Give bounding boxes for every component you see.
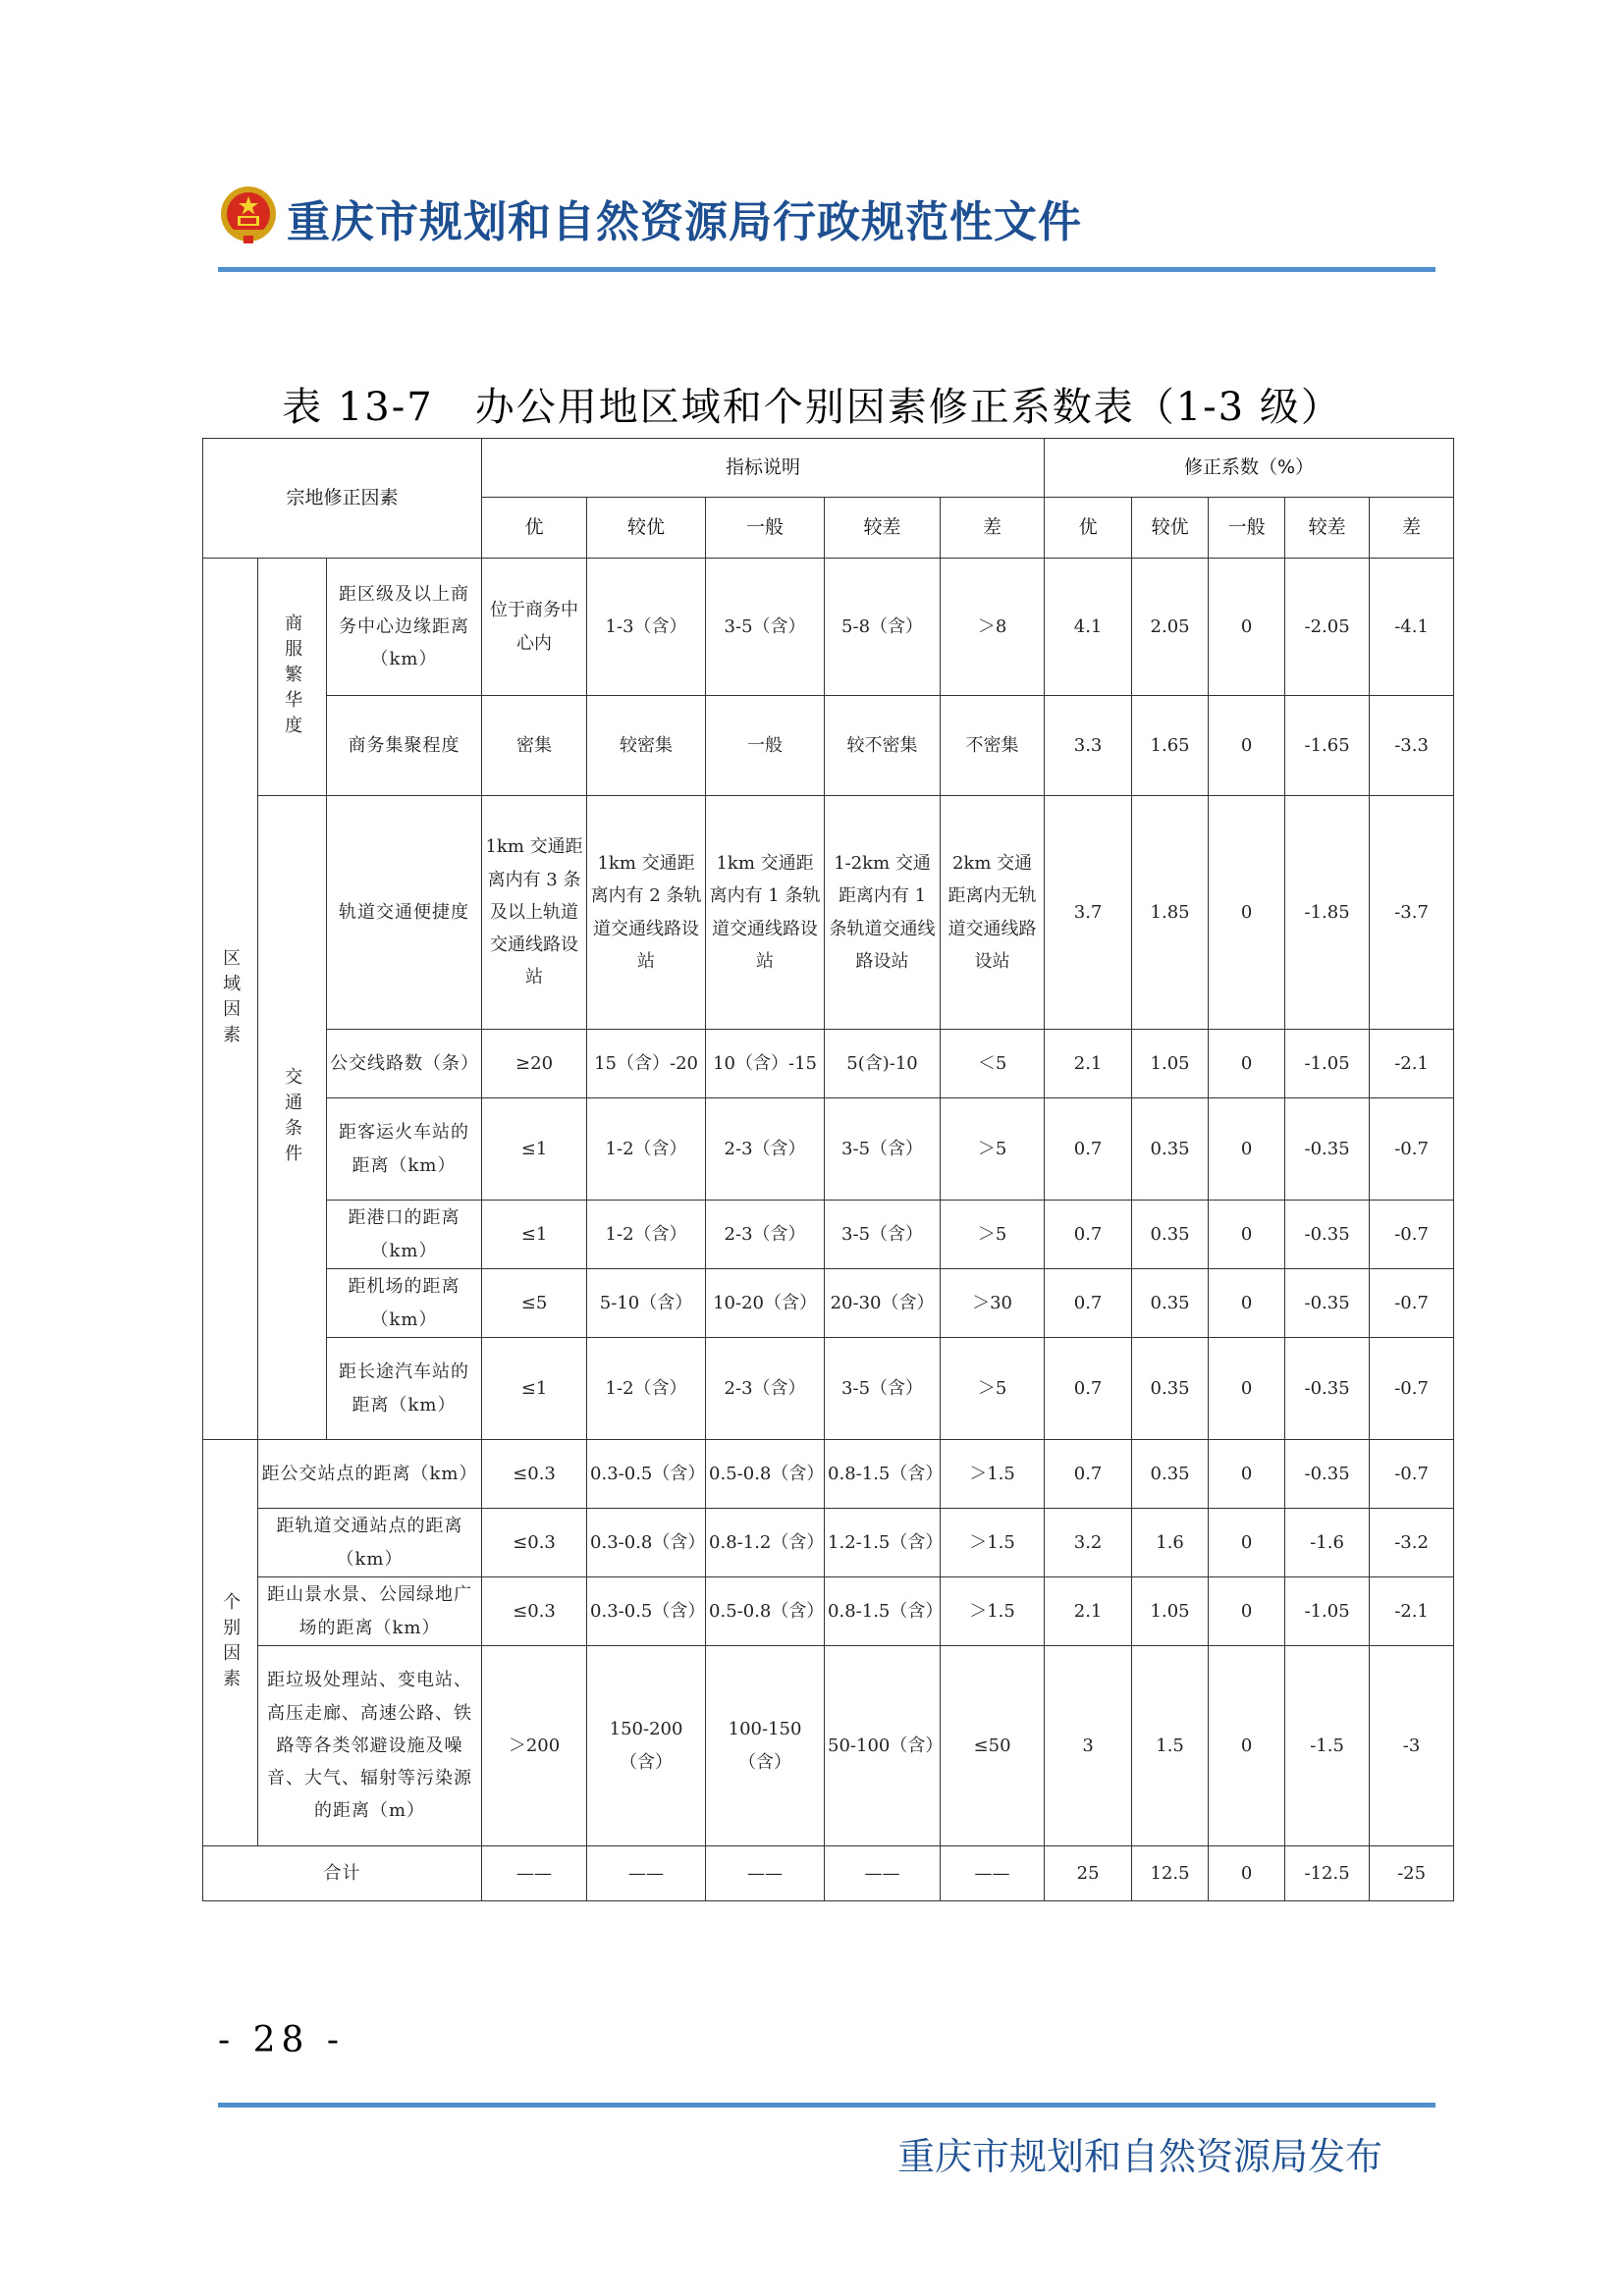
total-row [203,1846,1454,1901]
coefficient-cell: -25 [1370,1846,1454,1901]
indicator-cell: 0.8-1.2（含） [706,1509,825,1577]
correction-coefficient-table [202,438,1454,1901]
document-header [218,183,1435,251]
indicator-cell: 1km 交通距离内有 3 条及以上轨道交通线路设站 [482,796,587,1030]
indicator-cell: 3-5（含） [825,1338,941,1440]
indicator-cell: 2-3（含） [706,1201,825,1269]
factor-label: 距机场的距离（km） [327,1269,482,1338]
indicator-cell: 10（含）-15 [706,1030,825,1098]
header-coefficient: 修正系数（%） [1045,439,1454,498]
coefficient-cell: 12.5 [1132,1846,1209,1901]
coefficient-cell: -12.5 [1285,1846,1370,1901]
coefficient-cell: 1.05 [1132,1030,1209,1098]
coefficient-cell: 1.6 [1132,1509,1209,1577]
indicator-cell: —— [482,1846,587,1901]
page-number: - 28 - [218,2020,346,2060]
indicator-cell: 0.3-0.5（含） [587,1577,706,1646]
header-divider [218,267,1435,272]
coefficient-cell: 0 [1209,1030,1285,1098]
indicator-cell: ≤1 [482,1338,587,1440]
coefficient-cell: 0 [1209,796,1285,1030]
indicator-cell: 5-10（含） [587,1269,706,1338]
table-row [203,1030,1454,1098]
coefficient-cell: -0.35 [1285,1338,1370,1440]
indicator-cell: —— [587,1846,706,1901]
table-row [203,1509,1454,1577]
coefficient-cell: 0 [1209,1338,1285,1440]
coefficient-cell: 0.35 [1132,1201,1209,1269]
coefficient-cell: 0 [1209,559,1285,696]
table-row [203,1440,1454,1509]
coefficient-cell: 0 [1209,1440,1285,1509]
coefficient-cell: 1.05 [1132,1577,1209,1646]
grade-header: 较差 [1285,498,1370,559]
coefficient-cell: 1.65 [1132,696,1209,796]
indicator-cell: ＞8 [941,559,1045,696]
coefficient-cell: 0.7 [1045,1440,1132,1509]
factor-label: 商务集聚程度 [327,696,482,796]
indicator-cell: 1-2km 交通距离内有 1 条轨道交通线路设站 [825,796,941,1030]
indicator-cell: 1-2（含） [587,1201,706,1269]
factor-label: 距客运火车站的距离（km） [327,1098,482,1201]
coefficient-cell: 0 [1209,1846,1285,1901]
footer-divider [218,2103,1435,2108]
coefficient-cell: -0.35 [1285,1201,1370,1269]
factor-label: 轨道交通便捷度 [327,796,482,1030]
coefficient-cell: 0.7 [1045,1201,1132,1269]
coefficient-cell: -0.7 [1370,1440,1454,1509]
indicator-cell: 100-150（含） [706,1646,825,1846]
factor-label: 距长途汽车站的距离（km） [327,1338,482,1440]
coefficient-cell: 0 [1209,1201,1285,1269]
subgroup-traffic: 交通条件 [258,796,327,1440]
subgroup-commerce: 商服繁华度 [258,559,327,796]
indicator-cell: 0.5-0.8（含） [706,1577,825,1646]
indicator-cell: 0.8-1.5（含） [825,1440,941,1509]
indicator-cell: 1km 交通距离内有 2 条轨道交通线路设站 [587,796,706,1030]
national-emblem-icon [218,185,279,245]
indicator-cell: ＞5 [941,1338,1045,1440]
grade-header: 较优 [587,498,706,559]
indicator-cell: 0.8-1.5（含） [825,1577,941,1646]
coefficient-cell: -3.3 [1370,696,1454,796]
coefficient-cell: -3 [1370,1646,1454,1846]
coefficient-cell: 4.1 [1045,559,1132,696]
coefficient-cell: -0.7 [1370,1098,1454,1201]
coefficient-cell: -1.05 [1285,1030,1370,1098]
coefficient-cell: -0.35 [1285,1269,1370,1338]
coefficient-cell: 0.35 [1132,1098,1209,1201]
coefficient-cell: -0.7 [1370,1269,1454,1338]
indicator-cell: 较不密集 [825,696,941,796]
indicator-cell: ≤0.3 [482,1509,587,1577]
indicator-cell: 150-200（含） [587,1646,706,1846]
coefficient-cell: 3.2 [1045,1509,1132,1577]
factor-label: 距港口的距离（km） [327,1201,482,1269]
coefficient-cell: -0.35 [1285,1098,1370,1201]
indicator-cell: 5(含)-10 [825,1030,941,1098]
indicator-cell: ＞30 [941,1269,1045,1338]
coefficient-cell: -1.5 [1285,1646,1370,1846]
header-factor: 宗地修正因素 [203,439,482,559]
coefficient-cell: -0.7 [1370,1338,1454,1440]
indicator-cell: 50-100（含） [825,1646,941,1846]
grade-header: 一般 [1209,498,1285,559]
grade-header: 优 [1045,498,1132,559]
indicator-cell: ≤0.3 [482,1577,587,1646]
coefficient-cell: 2.05 [1132,559,1209,696]
table-row [203,1577,1454,1646]
coefficient-cell: 1.5 [1132,1646,1209,1846]
indicator-cell: 0.3-0.8（含） [587,1509,706,1577]
indicator-cell: ＞1.5 [941,1577,1045,1646]
indicator-cell: 较密集 [587,696,706,796]
coefficient-cell: 0 [1209,1577,1285,1646]
factor-label: 公交线路数（条） [327,1030,482,1098]
indicator-cell: 0.3-0.5（含） [587,1440,706,1509]
indicator-cell: ＞1.5 [941,1509,1045,1577]
factor-label: 距山景水景、公园绿地广场的距离（km） [258,1577,482,1646]
coefficient-cell: -2.1 [1370,1577,1454,1646]
indicator-cell: 15（含）-20 [587,1030,706,1098]
coefficient-cell: -4.1 [1370,559,1454,696]
coefficient-cell: 2.1 [1045,1030,1132,1098]
indicator-cell: ＜5 [941,1030,1045,1098]
group-regional: 区域因素 [203,559,258,1440]
indicator-cell: 1-2（含） [587,1338,706,1440]
indicator-cell: 一般 [706,696,825,796]
indicator-cell: 10-20（含） [706,1269,825,1338]
grade-header: 较优 [1132,498,1209,559]
indicator-cell: ＞5 [941,1098,1045,1201]
indicator-cell: 20-30（含） [825,1269,941,1338]
table-row [203,1338,1454,1440]
factor-label: 距公交站点的距离（km） [258,1440,482,1509]
coefficient-cell: 0 [1209,1646,1285,1846]
indicator-cell: ≤5 [482,1269,587,1338]
coefficient-cell: 0 [1209,696,1285,796]
indicator-cell: 3-5（含） [706,559,825,696]
grade-header: 一般 [706,498,825,559]
coefficient-cell: -2.1 [1370,1030,1454,1098]
coefficient-cell: -0.35 [1285,1440,1370,1509]
indicator-cell: 不密集 [941,696,1045,796]
coefficient-cell: -2.05 [1285,559,1370,696]
table-row [203,1269,1454,1338]
footer-publisher: 重庆市规划和自然资源局发布 [896,2135,1382,2178]
coefficient-cell: 0.35 [1132,1440,1209,1509]
indicator-cell: 0.5-0.8（含） [706,1440,825,1509]
indicator-cell: 1-2（含） [587,1098,706,1201]
indicator-cell: ＞1.5 [941,1440,1045,1509]
group-individual: 个别因素 [203,1440,258,1846]
coefficient-cell: -1.85 [1285,796,1370,1030]
table-row [203,696,1454,796]
indicator-cell: 3-5（含） [825,1201,941,1269]
coefficient-cell: 0.35 [1132,1269,1209,1338]
indicator-cell: 2-3（含） [706,1098,825,1201]
coefficient-cell: 0 [1209,1269,1285,1338]
factor-label: 距垃圾处理站、变电站、高压走廊、高速公路、铁路等各类邻避设施及噪音、大气、辐射等污染源的距离（m） [258,1646,482,1846]
indicator-cell: ＞200 [482,1646,587,1846]
indicator-cell: ≤1 [482,1098,587,1201]
coefficient-cell: 0.7 [1045,1269,1132,1338]
header-title: 重庆市规划和自然资源局行政规范性文件 [287,197,1082,247]
indicator-cell: 2km 交通距离内无轨道交通线路设站 [941,796,1045,1030]
coefficient-cell: 2.1 [1045,1577,1132,1646]
coefficient-cell: 3 [1045,1646,1132,1846]
coefficient-cell: 1.85 [1132,796,1209,1030]
table-row [203,1201,1454,1269]
indicator-cell: ＞5 [941,1201,1045,1269]
grade-header: 差 [941,498,1045,559]
factor-label: 距轨道交通站点的距离（km） [258,1509,482,1577]
table-row [203,796,1454,1030]
factor-label: 距区级及以上商务中心边缘距离（km） [327,559,482,696]
indicator-cell: 2-3（含） [706,1338,825,1440]
indicator-cell: ≤50 [941,1646,1045,1846]
indicator-cell: 1km 交通距离内有 1 条轨道交通线路设站 [706,796,825,1030]
coefficient-cell: 0.7 [1045,1098,1132,1201]
coefficient-cell: 0 [1209,1098,1285,1201]
grade-header: 较差 [825,498,941,559]
indicator-cell: —— [825,1846,941,1901]
coefficient-cell: -3.7 [1370,796,1454,1030]
indicator-cell: —— [706,1846,825,1901]
indicator-cell: 密集 [482,696,587,796]
indicator-cell: ≥20 [482,1030,587,1098]
coefficient-cell: 25 [1045,1846,1132,1901]
coefficient-cell: -3.2 [1370,1509,1454,1577]
header-indicator: 指标说明 [482,439,1045,498]
table-title: 表 13-7 办公用地区域和个别因素修正系数表（1-3 级） [282,385,1342,430]
indicator-cell: 位于商务中心内 [482,559,587,696]
indicator-cell: 3-5（含） [825,1098,941,1201]
coefficient-cell: 0.7 [1045,1338,1132,1440]
table-row [203,1098,1454,1201]
indicator-cell: ≤1 [482,1201,587,1269]
indicator-cell: ≤0.3 [482,1440,587,1509]
total-label: 合计 [203,1846,482,1901]
table-row [203,559,1454,696]
indicator-cell: 5-8（含） [825,559,941,696]
coefficient-cell: -1.05 [1285,1577,1370,1646]
coefficient-cell: 0.35 [1132,1338,1209,1440]
coefficient-cell: 3.3 [1045,696,1132,796]
coefficient-cell: 3.7 [1045,796,1132,1030]
coefficient-cell: -1.6 [1285,1509,1370,1577]
indicator-cell: —— [941,1846,1045,1901]
indicator-cell: 1.2-1.5（含） [825,1509,941,1577]
coefficient-cell: -1.65 [1285,696,1370,796]
indicator-cell: 1-3（含） [587,559,706,696]
grade-header: 差 [1370,498,1454,559]
coefficient-cell: -0.7 [1370,1201,1454,1269]
table-row [203,1646,1454,1846]
grade-header: 优 [482,498,587,559]
coefficient-cell: 0 [1209,1509,1285,1577]
